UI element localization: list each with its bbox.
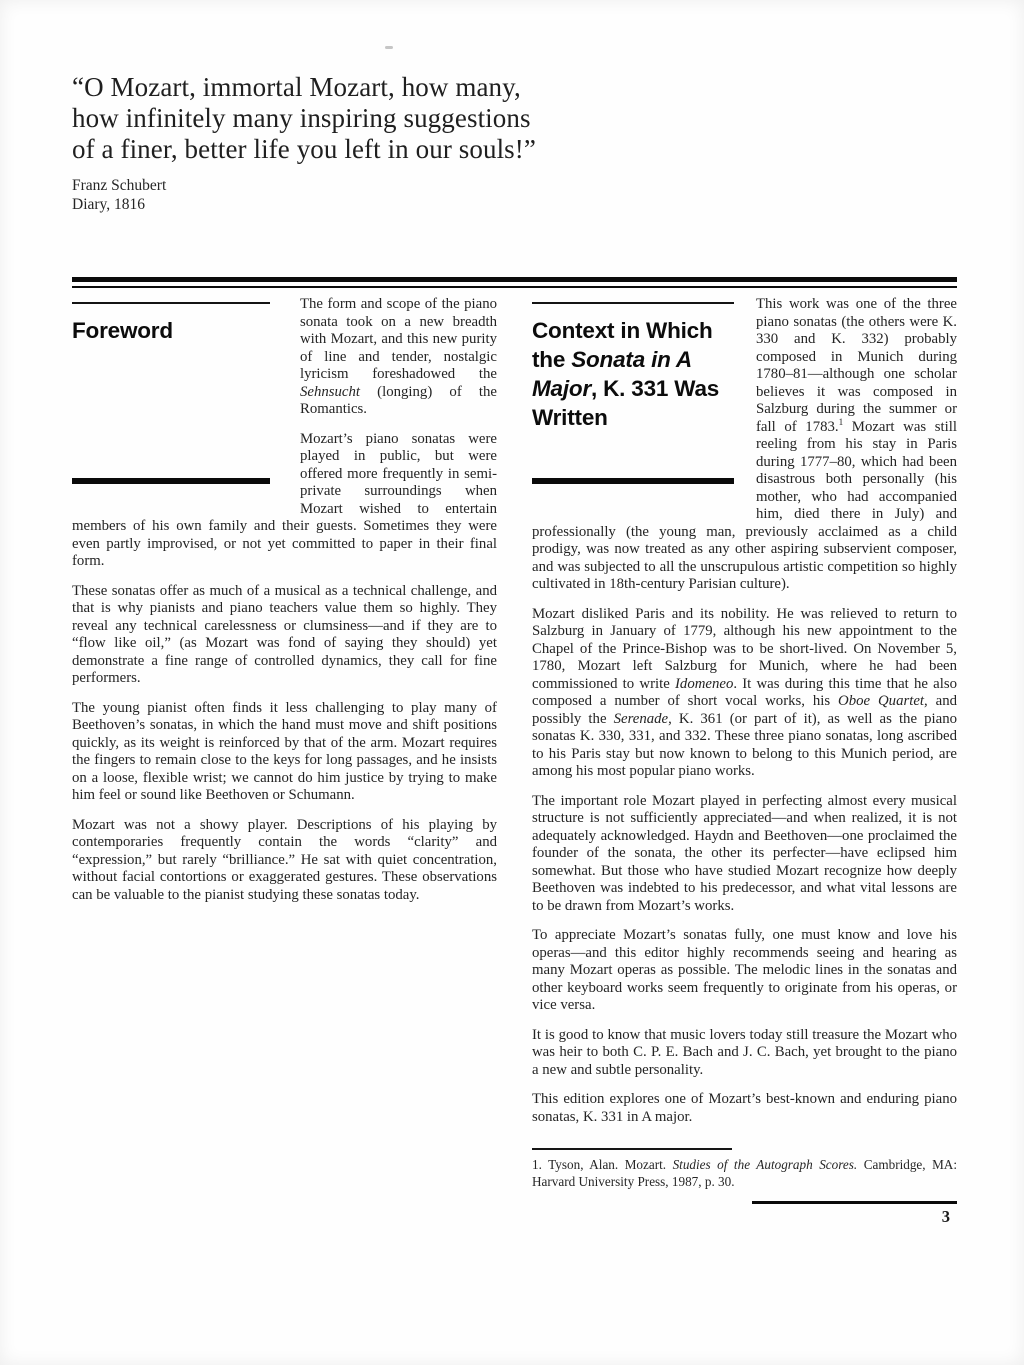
epigraph-quote: “O Mozart, immortal Mozart, how many, how infinitely many inspiring suggestions of a finer, better life you left in our souls!” (72, 72, 536, 164)
page-number-rule (752, 1201, 957, 1204)
context-paragraph-5: It is good to know that music lovers today still treasure the Mozart who was heir to both C. P. E. Bach and J. C. Bach, yet brought to the piano a new and subtle personality. (532, 1026, 957, 1078)
context-paragraph-2: Mozart disliked Paris and its nobility. He was relieved to return to Salzburg in January of 1779, although his new appointment to the Chapel of the Prince-Bishop was to be short-lived. On November 5, 1780, Mozart left Salzburg for Munich, where he had been commissioned to write Idomeneo. It was during this time that he also composed a number of short vocal works, his Oboe Quartet, and possibly the Serenade, K. 361 (or part of it), as well as the piano sonatas K. 330, 331, and 332. These three piano sonatas, long ascribed to his Paris stay but now known to belong to this Munich period, are among his most popular piano works. (532, 605, 957, 779)
scan-speck (385, 46, 393, 49)
divider-thick-line (72, 277, 957, 282)
foreword-paragraph-5: Mozart was not a showy player. Descriptions of his playing by contemporaries frequently contain the words “clarity” and “expression,” but rarely “brilliance.” He sat with quiet concentration, without facial contortions or exaggerated gestures. These observations can be valuable to the pianist studying these sonatas today. (72, 816, 497, 903)
epigraph-author: Franz Schubert (72, 177, 167, 194)
epigraph-block (72, 0, 957, 214)
foreword-heading-block (72, 296, 270, 508)
footnote-text: 1. Tyson, Alan. Mozart. Studies of the Autograph Scores. Cambridge, MA: Harvard University Press, 1987, p. 30. (532, 1157, 957, 1189)
epigraph-source: Diary, 1816 (72, 196, 146, 213)
context-paragraph-1: This work was one of the three piano sonatas (the others were K. 330 and K. 332) probably composed in Munich during 1780–81—although one scholar believes it was composed in Salzburg during the summer or fall of 1783.$^1$ Mozart was still reeling from his stay in Paris during 1777–80, which had been disastrous both personally (his mother, who had accompanied him, died there in July) and professionally (the young man, previously acclaimed as a child prodigy, was now treated as any other aspiring subservient composer, and was subjected to all the unscrupulous artistic competition so highly cultivated in 18th-century Parisian culture). (532, 296, 957, 592)
foreword-column (72, 296, 497, 1227)
context-paragraph-4: To appreciate Mozart’s sonatas fully, one must know and love his operas—and this editor highly recommends seeing and hearing as many Mozart operas as possible. The melodic lines in the sonatas and other keyboard works seem frequently to originate from his operas, or vice versa. (532, 927, 957, 1013)
foreword-paragraph-1: The form and scope of the piano sonata took on a new breadth with Mozart, and this new purity of line and tender, nostalgic lyricism foreshadowed the Sehnsucht (longing) of the Romantics. (300, 296, 497, 417)
footnote-block (532, 1148, 957, 1190)
epigraph-attribution (72, 176, 957, 214)
foreword-paragraph-2: Mozart’s piano sonatas were played in public, but were offered more frequently in semi-private surroundings when Mozart wished to entertain members of his own family and their guests. Sometimes they were even partly improvised, or not yet committed to paper in their final form. (72, 430, 497, 569)
context-column (532, 296, 957, 1227)
footnote-rule (532, 1148, 732, 1150)
foreword-heading: Foreword (72, 318, 173, 343)
context-heading: Context in Which the Sonata in A Major, K. 331 Was Written (532, 318, 720, 430)
foreword-end-rule (72, 478, 270, 484)
two-column-body (72, 296, 957, 1227)
context-paragraph-3: The important role Mozart played in perfecting almost every musical structure is not sufficiently appreciated—and when realized, it is not adequately acknowledged. Haydn and Beethoven—one proclaimed the founder of the sonata, the other its perfecter—have eclipsed him somewhat. But those who have studied Mozart recognize how deeply Beethoven was indebted to his predecessor, and what vital lessons are to be drawn from Mozart’s works. (532, 792, 957, 914)
foreword-heading-rule (72, 302, 270, 304)
context-end-rule (532, 478, 734, 484)
section-divider-rule (72, 277, 957, 288)
page-footer (532, 1201, 957, 1227)
context-heading-block (532, 296, 734, 508)
foreword-paragraph-3: These sonatas offer as much of a musical as a technical challenge, and that is why pianists and piano teachers value them so highly. They reveal any technical carelessness or clumsiness—and if they are to “flow like oil,” (as Mozart was fond of saying they should) yet demonstrate a fine range of controlled dynamics, they call for fine performers. (72, 582, 497, 686)
context-heading-rule (532, 302, 734, 304)
foreword-paragraph-4: The young pianist often finds it less challenging to play many of Beethoven’s sonatas, in which the hand must move and shift positions quickly, as its weight is reinforced by that of the arm. Mozart requires the fingers to remain close to the keys for long passages, and he insists on a loose, flexible wrist; we cannot do him justice by trying to make him feel or sound like Beethoven or Schumann. (72, 699, 497, 803)
context-paragraph-6: This edition explores one of Mozart’s best-known and enduring piano sonatas, K. 331 in A major. (532, 1091, 957, 1125)
page-number: 3 (941, 1207, 950, 1226)
divider-thin-line (72, 286, 957, 288)
